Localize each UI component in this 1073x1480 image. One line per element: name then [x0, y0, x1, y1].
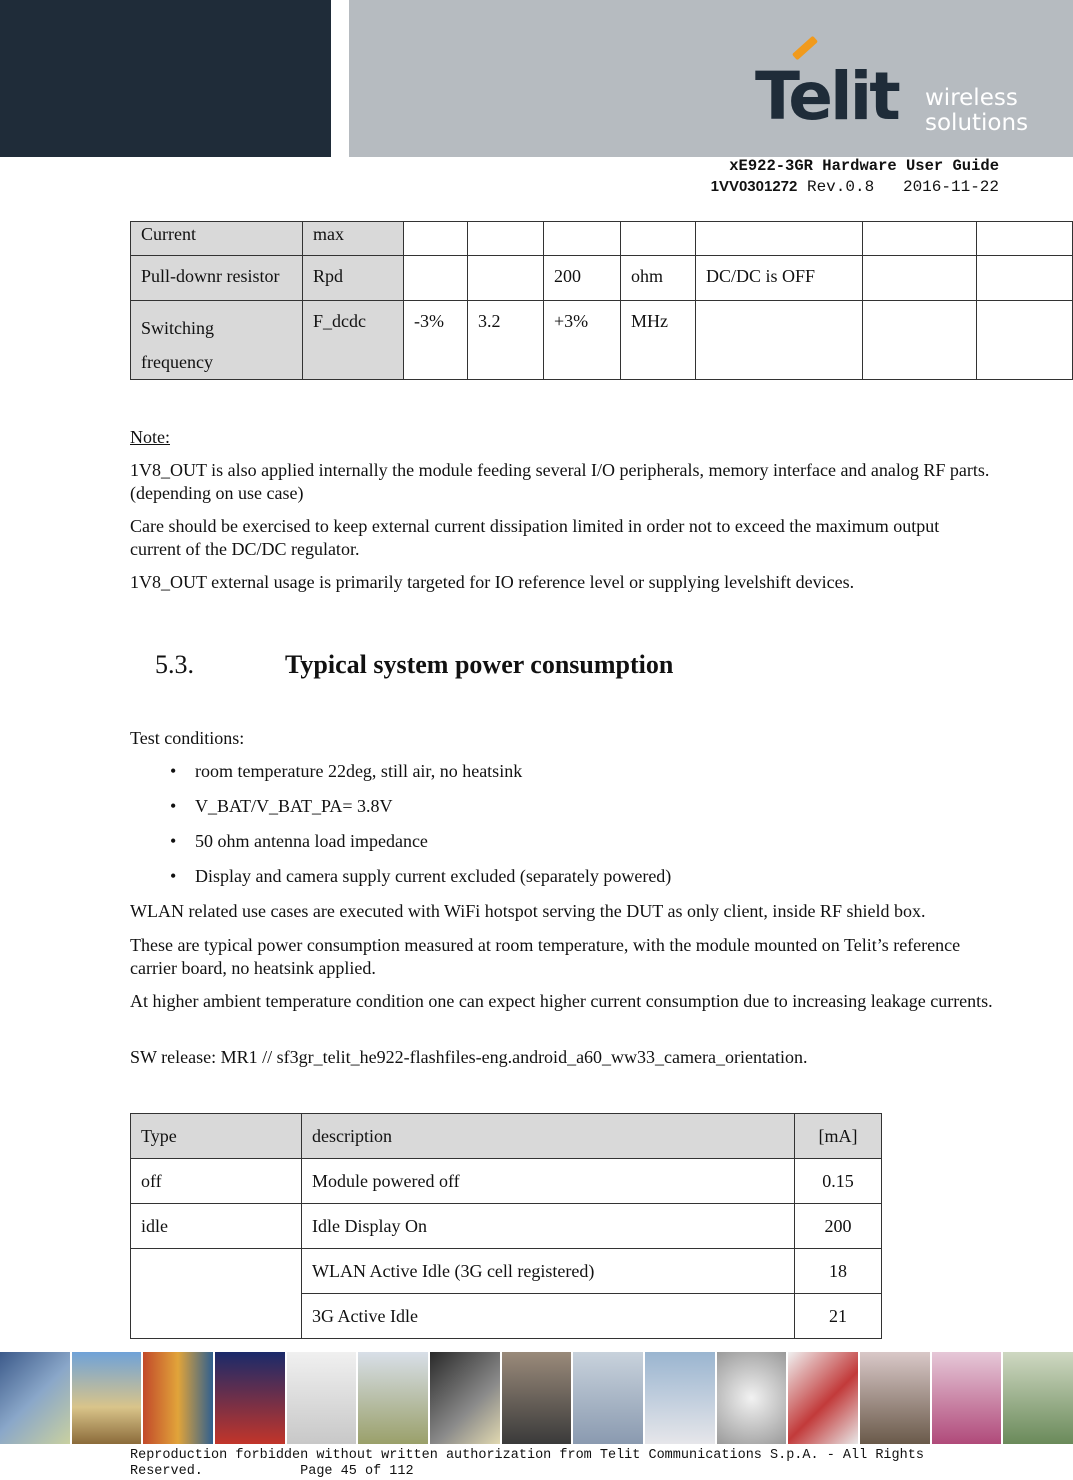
table-cell — [621, 222, 696, 256]
header-dark-panel — [0, 0, 331, 157]
footer-photo — [573, 1352, 643, 1444]
table-cell: off — [131, 1159, 302, 1204]
table-cell: 21 — [795, 1294, 882, 1339]
conditions-paragraph: At higher ambient temperature condition one can expect higher current consumption due to increasing leakage currents. — [130, 991, 993, 1011]
table-row — [131, 222, 1073, 256]
footer-photo — [717, 1352, 787, 1444]
logo-wordmark: Telit — [755, 58, 898, 135]
table-cell — [696, 301, 863, 380]
table-cell — [468, 222, 544, 256]
logo-tagline: wireless solutions — [925, 85, 1029, 136]
footer-photo — [788, 1352, 858, 1444]
table-cell: DC/DC is OFF — [696, 256, 863, 301]
table-cell — [863, 301, 977, 380]
table-cell — [131, 1249, 302, 1339]
table-cell: Pull-downr resistor — [131, 256, 303, 301]
table-cell: 0.15 — [795, 1159, 882, 1204]
footer-photo — [215, 1352, 285, 1444]
list-item: • room temperature 22deg, still air, no heatsink — [130, 760, 671, 795]
table-cell: Rpd — [303, 256, 404, 301]
document-title: xE922-3GR Hardware User Guide — [729, 157, 999, 175]
table-cell — [404, 222, 468, 256]
document-reference — [711, 178, 999, 196]
table-header: Type — [131, 1114, 302, 1159]
section-title: Typical system power consumption — [285, 650, 674, 679]
footer-photo — [0, 1352, 70, 1444]
table-cell: idle — [131, 1204, 302, 1249]
table-cell — [863, 222, 977, 256]
conditions-list — [130, 760, 671, 900]
table-cell — [863, 256, 977, 301]
table-cell: F_dcdc — [303, 301, 404, 380]
table-cell: Module powered off — [302, 1159, 795, 1204]
note-paragraph: 1V8_OUT external usage is primarily targeted for IO reference level or supplying levelshift devices. — [130, 572, 855, 592]
footer-photo — [72, 1352, 142, 1444]
power-consumption-table — [130, 1113, 882, 1339]
footer-photo-strip — [0, 1352, 1073, 1444]
table-cell: Switching frequency — [131, 301, 303, 380]
footer-photo — [287, 1352, 357, 1444]
table-header: description — [302, 1114, 795, 1159]
section-number: 5.3. — [155, 650, 194, 679]
list-item: • 50 ohm antenna load impedance — [130, 830, 671, 865]
table-row — [131, 1249, 882, 1294]
table-cell: Idle Display On — [302, 1204, 795, 1249]
table-cell — [404, 256, 468, 301]
table-cell — [977, 301, 1073, 380]
footer-photo — [430, 1352, 500, 1444]
document-code: 1VV0301272 — [710, 178, 798, 195]
table-cell: max — [303, 222, 404, 256]
sw-release: SW release: MR1 // sf3gr_telit_he922-flashfiles-eng.android_a60_ww33_camera_orientation. — [130, 1047, 808, 1067]
conditions-paragraph: WLAN related use cases are executed with WiFi hotspot serving the DUT as only client, inside RF shield box. — [130, 901, 926, 921]
table-cell: Current — [131, 222, 303, 256]
table-cell — [544, 222, 621, 256]
table-cell: +3% — [544, 301, 621, 380]
table-cell: 200 — [544, 256, 621, 301]
table-cell: 3.2 — [468, 301, 544, 380]
table-cell: 200 — [795, 1204, 882, 1249]
note-paragraph: 1V8_OUT is also applied internally the module feeding several I/O peripherals, memory interface and analog RF parts. (depending on use case) — [130, 460, 990, 503]
footer-photo — [932, 1352, 1002, 1444]
document-revision: Rev.0.8 2016-11-22 — [797, 178, 999, 196]
table-cell: MHz — [621, 301, 696, 380]
table-cell — [468, 256, 544, 301]
table-cell: 18 — [795, 1249, 882, 1294]
footer-photo — [1003, 1352, 1073, 1444]
table-row — [131, 1159, 882, 1204]
telit-logo — [755, 42, 1045, 138]
footer-photo — [502, 1352, 572, 1444]
table-cell: ohm — [621, 256, 696, 301]
conditions-paragraph: These are typical power consumption measured at room temperature, with the module mounted on Telit’s reference carrier board, no heatsink applied. — [130, 935, 961, 978]
dcdc-parameters-table — [130, 221, 1073, 380]
footer-photo — [645, 1352, 715, 1444]
table-cell — [977, 222, 1073, 256]
note-paragraph: Care should be exercised to keep external current dissipation limited in order not to exceed the maximum output current of the DC/DC regulator. — [130, 516, 940, 559]
list-item: • V_BAT/V_BAT_PA= 3.8V — [130, 795, 671, 830]
note-heading: Note: — [130, 427, 170, 447]
table-row — [131, 1204, 882, 1249]
footer-photo — [358, 1352, 428, 1444]
table-cell: 3G Active Idle — [302, 1294, 795, 1339]
table-row — [131, 256, 1073, 301]
table-cell: -3% — [404, 301, 468, 380]
footer-photo — [143, 1352, 213, 1444]
footer-copyright: Reproduction forbidden without written authorization from Telit Communications S.p.A. - All Rights Reserved. Page 45 of 112 — [130, 1448, 924, 1479]
footer-photo — [860, 1352, 930, 1444]
table-cell — [977, 256, 1073, 301]
conditions-heading: Test conditions: — [130, 728, 245, 748]
table-cell — [696, 222, 863, 256]
table-row — [131, 301, 1073, 380]
table-cell: WLAN Active Idle (3G cell registered) — [302, 1249, 795, 1294]
table-header-row — [131, 1114, 882, 1159]
list-item: • Display and camera supply current excluded (separately powered) — [130, 865, 671, 900]
table-header: [mA] — [795, 1114, 882, 1159]
